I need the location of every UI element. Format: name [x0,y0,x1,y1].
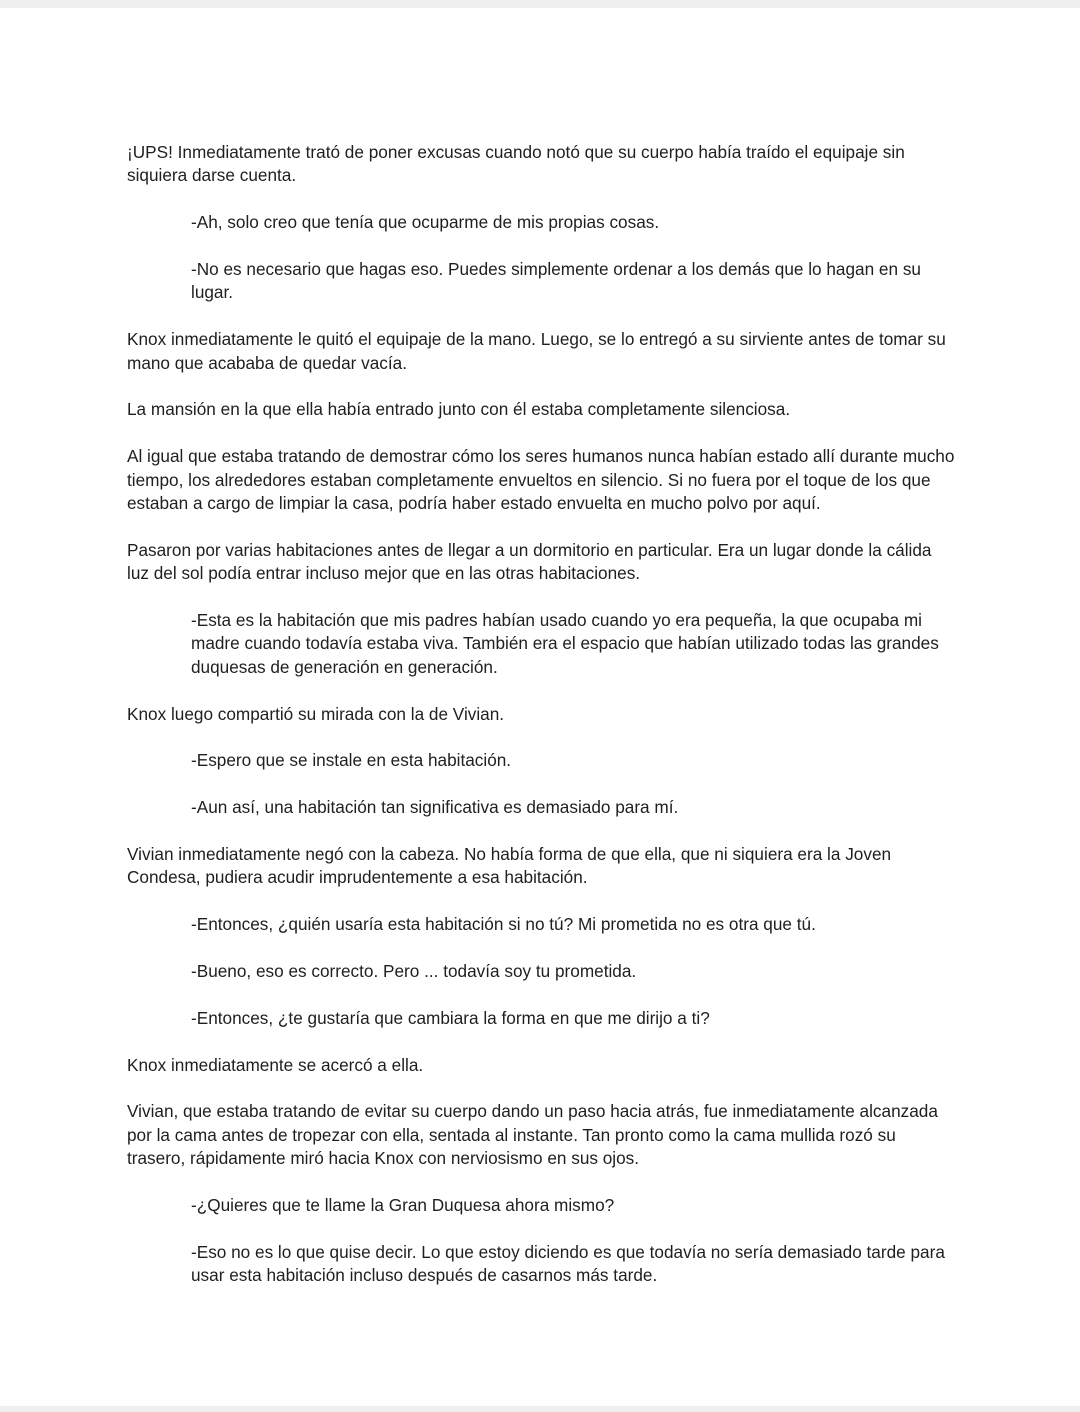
paragraph-narration: Vivian inmediatamente negó con la cabeza. No había forma de que ella, que ni siquiera era la Joven Condesa, pudiera acudir imprudentemente a esa habitación. [127,844,892,888]
paragraph-dialogue: -Bueno, eso es correcto. Pero ... todavía soy tu prometida. [191,961,637,982]
paragraph-narration: La mansión en la que ella había entrado junto con él estaba completamente silenciosa. [127,399,791,420]
paragraph-dialogue: -Entonces, ¿te gustaría que cambiara la forma en que me dirijo a ti? [191,1007,710,1028]
paragraph-narration: Pasaron por varias habitaciones antes de llegar a un dormitorio en particular. Era un lugar donde la cálida luz del sol podía entrar incluso mejor que en las otras habitaciones. [127,539,932,584]
paragraph-dialogue: -Ah, solo creo que tenía que ocuparme de mis propias cosas. [191,212,660,233]
document-page [0,8,1080,1406]
paragraph-narration: Knox inmediatamente se acercó a ella. [127,1054,424,1075]
paragraph-narration: ¡UPS! Inmediatamente trató de poner excusas cuando notó que su cuerpo había traído el equipaje sin siquiera darse cuenta. [127,142,905,186]
paragraph-dialogue: -Aun así, una habitación tan significativa es demasiado para mí. [191,797,679,818]
document-body [127,141,957,1311]
paragraph-dialogue: -Eso no es lo que quise decir. Lo que estoy diciendo es que todavía no sería demasiado tarde para usar esta habitación incluso después de casarnos más tarde. [191,1241,945,1286]
paragraph-narration: Al igual que estaba tratando de demostrar cómo los seres humanos nunca habían estado allí durante mucho tiempo, los alrededores estaban completamente envueltos en silencio. Si no fuera por el toque de los que estaban a cargo de limpiar la casa, podría haber estado envuelta en mucho polvo por aquí. [127,446,955,514]
paragraph-dialogue: -Esta es la habitación que mis padres habían usado cuando yo era pequeña, la que ocupaba mi madre cuando todavía estaba viva. También era el espacio que habían utilizado todas las grandes duquesas de generación en generación. [191,610,939,677]
paragraph-dialogue: -Entonces, ¿quién usaría esta habitación si no tú? Mi prometida no es otra que tú. [191,914,816,935]
paragraph-dialogue: -No es necesario que hagas eso. Puedes simplemente ordenar a los demás que lo hagan en su lugar. [191,259,921,303]
paragraph-narration: Vivian, que estaba tratando de evitar su cuerpo dando un paso hacia atrás, fue inmediatamente alcanzada por la cama antes de tropezar con ella, sentada al instante. Tan pronto como la cama mullida rozó su trasero, rápidamente miró hacia Knox con nerviosismo en sus ojos. [127,1101,938,1169]
paragraph-narration: Knox luego compartió su mirada con la de Vivian. [127,703,505,724]
paragraph-dialogue: -¿Quieres que te llame la Gran Duquesa ahora mismo? [191,1195,615,1216]
paragraph-narration: Knox inmediatamente le quitó el equipaje de la mano. Luego, se lo entregó a su sirviente antes de tomar su mano que acababa de quedar vacía. [127,329,946,373]
paragraph-dialogue: -Espero que se instale en esta habitación. [191,750,512,771]
